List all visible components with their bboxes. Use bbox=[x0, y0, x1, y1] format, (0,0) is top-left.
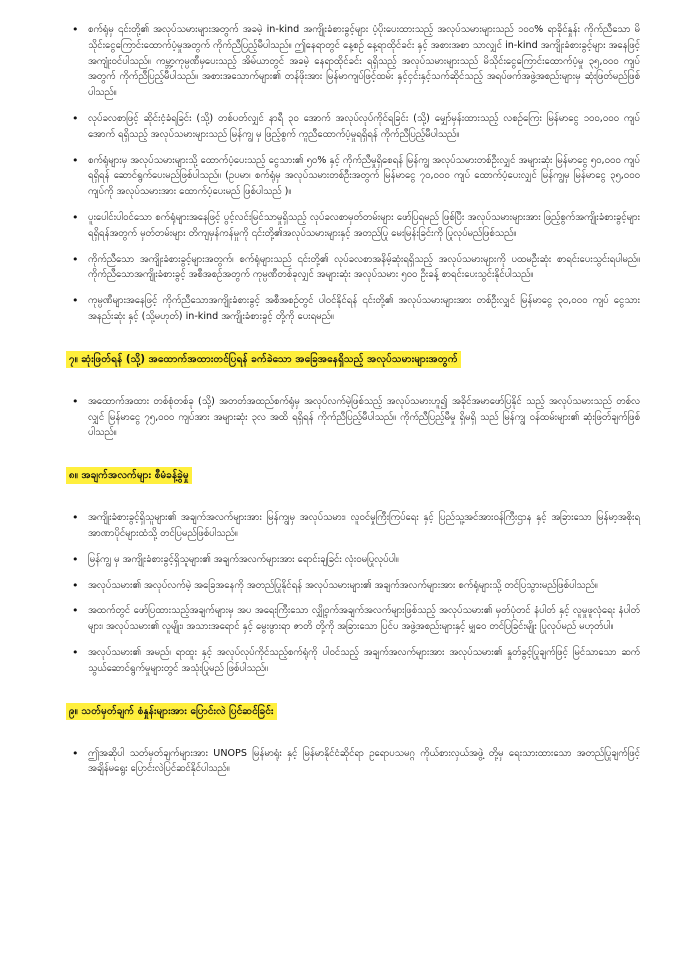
list-item: • အထက်တွင် ဖော်ပြထားသည့်အချက်များမှ အပ အရေးကြီးသော လျှို့ဝှက်အချက်အလက်များဖြစ်သည့် အလုပ်သမား၏ မှတ်ပုံတင် နံပါတ် နှင့် လူမှုဖူလုံရေး နံပါတ်များ၊ အလုပ်သမား၏ လူမျိုး၊ အသားအရောင် နှင့် မွေးဖွားရာ ဇာတိ တို့ကို အခြားသော ပြင်ပ အဖွဲ့အစည်းများနှင့် မျှဝေ တင်ပြခြင်းမျိုး ပြုလုပ်မည် မဟုတ်ပါ။ bbox=[70, 603, 640, 635]
section-9 bbox=[70, 699, 640, 778]
list-item: • အကျိုးခံစားခွင့်ရှိသူများ၏ အချက်အလက်များအား မြန်ကျွမှ အလုပ်သမား၊ လူဝင်မှုကြီးကြပ်ရေး နှင့် ပြည်သူ့အင်အားဝန်ကြီးဌာန နှင့် အခြားသော မြန်မာ့အစိုးရ အာဏာပိုင်များထံသို့ တင်ပြမည်ဖြစ်ပါသည်။ bbox=[70, 510, 640, 542]
list-item: • ကိုက်ညီသော အကျိုးခံစားခွင့်များအတွက်၊ စက်ရုံများသည် ၎င်းတို့၏ လုပ်ခလစာအနိမ့်ဆုံးရရှိသည့် အလုပ်သမားများကို ပထမဦးဆုံး စာရင်းပေးသွင်းရပါမည်။ ကိုက်ညီသောအကျိုးခံစားခွင့် အစီအစဉ်အတွက် ကုမ္ပဏီတစ်ခုလျှင် အများဆုံး အလုပ်သမား ၅၀၀ ဦးခန့် စာရင်းပေးသွင်းနိုင်ပါသည်။ bbox=[70, 252, 640, 284]
list-item: • အလုပ်သမား၏ အမည်၊ ရာထူး နှင့် အလုပ်လုပ်ကိုင်သည့်စက်ရုံကို ပါဝင်သည့် အချက်အလက်များအား အလုပ်သမား၏ နှုတ်ခွင့်ပြုချက်ဖြင့် မြင်သာသော ဆက်သွယ်ဆောင်ရွက်မှုများတွင် အသုံးပြုမည် ဖြစ်ပါသည်။ bbox=[70, 645, 640, 677]
section-heading: ၉။ သတ်မှတ်ချက် စံနှုန်းများအား ပြောင်းလဲ ပြင်ဆင်ခြင်း bbox=[66, 703, 277, 720]
section-heading: ၈။ အချက်အလက်များ စီမံခန့်ခွဲမှု bbox=[66, 467, 192, 484]
list-item: • ပူးပေါင်းပါဝင်သော စက်ရုံများအနေဖြင့် ပွင့်လင်းမြင်သာမှုရှိသည့် လုပ်ခလစာမှတ်တမ်းများ ဖော်ပြရမည် ဖြစ်ပြီး အလုပ်သမားများအား ဖြည့်စွက်အကျိုးခံစားခွင့်များရရှိရန်အတွက် မှတ်တမ်းများ တိကျမှန်ကန်မှုကို ၎င်းတို့၏အလုပ်သမားများနှင့် အတည်ပြု မေးမြန်းခြင်းကို ပြုလုပ်မည်ဖြစ်သည်။ bbox=[70, 210, 640, 242]
list-item: • မြန်ကျွ မှ အကျိုးခံစားခွင့်ရှိသူများ၏ အချက်အလက်များအား ရောင်းချခြင်း လုံးဝမပြုလုပ်ပါ။ bbox=[70, 552, 640, 568]
section-heading: ၇။ ဆုံးဖြတ်ရန် (သို့) အထောက်အထားတင်ပြရန် ခက်ခဲသော အခြေအနေရှိသည့် အလုပ်သမားများအတွက် bbox=[66, 351, 461, 368]
bullet-list bbox=[70, 394, 640, 441]
list-item: • လုပ်ခလစာဖြင့် ဆိုင်းငံ့ခံရခြင်း (သို့) တစ်ပတ်လျှင် နာရီ ၃၀ အောက် အလုပ်လုပ်ကိုင်ရခြင်း (သို့) မျှော်မှန်းထားသည့် လစဉ်ကြေး မြန်မာငွေ ၁၀၀,၀၀၀ ကျပ် အောက် ရရှိသည့် အလုပ်သမားများသည် မြန်ကျွ မှ ဖြည့်စွက် ကူညီထောက်ပံ့မှုရရှိရန် ကိုက်ညီပြည့်မီပါသည်။ bbox=[70, 111, 640, 143]
list-item: • ဤအဆိုပါ သတ်မှတ်ချက်များအား UNOPS မြန်မာရုံး နှင့် မြန်မာနိုင်ငံဆိုင်ရာ ဥရောပသမဂ္ဂ ကိုယ်စားလှယ်အဖွဲ့ တို့မှ ရေးသားထားသော အတည်ပြုချက်ဖြင့် အချိန်မရွေး ပြောင်းလဲပြင်ဆင်နိုင်ပါသည်။ bbox=[70, 746, 640, 778]
bullet-list bbox=[70, 510, 640, 676]
bullet-list-top bbox=[70, 22, 640, 325]
section-7 bbox=[70, 347, 640, 441]
list-item: • စက်ရုံမှ ၎င်းတို့၏ အလုပ်သမားများအတွက် အခမဲ့ in-kind အကျိုးခံစားခွင့်များ ပံ့ပိုးပေးထားသည့် အလုပ်သမားများသည် ၁၀၀% ရာခိုင်နှုန်း ကိုက်ညီသော မိသိုင်းငွေကြောင်းထောက်ပံ့မှုအတွက် ကိုက်ညီပြည့်မီပါသည်။ ဤနေရာတွင် နေ့စဉ် နေ့ရာထိုင်ခင်း နှင့် အစားအစာ သာလျှင် in-kind အကျိုးခံစားခွင့်များ အနေဖြင့် အကျုံးဝင်ပါသည်။ ကမ္ဘာ့ကုမ္ပဏီမှပေးသည့် အိမ်ယာတွင် အခမဲ့ နေရာထိုင်ခင်း ရရှိသည့် အလုပ်သမားများသည် မိသိုင်းငွေကြောင်းထောက်ပံ့မှု ၃၅,၀၀၀ ကျပ်အတွက် ကိုက်ညီပြည့်မီပါသည်။ အစားအသောက်များ၏ တန်ဖိုးအား မြန်မာကျပ်ဖြင့်ထမ်း နှင့်ငှင်းနှင့်သက်ဆိုင်သည့် အရပ်ဖက်အဖွဲ့အစည်းများမှ ဆုံးဖြတ်မည်ဖြစ်ပါသည်။ bbox=[70, 22, 640, 101]
list-item: • ကုမ္ပဏီများအနေဖြင့် ကိုက်ညီသောအကျိုးခံစားခွင့် အစီအစဉ်တွင် ပါဝင်နိုင်ရန် ၎င်းတို့၏ အလုပ်သမားများအား တစ်ဦးလျှင် မြန်မာငွေ ၃၀,၀၀၀ ကျပ် ငွေသား အနည်းဆုံး နှင့် (သို့မဟုတ်) in-kind အကျိုးခံစားခွင့် တို့ကို ပေးရမည်။ bbox=[70, 293, 640, 325]
list-item: • အထောက်အထား တစ်စုံတစ်ခု (သို့) အတတ်အထည်စက်ရုံမှ အလုပ်လက်မဲ့ဖြစ်သည့် အလုပ်သမားဟူ၍ အခိုင်အမာဖော်ပြနိုင် သည့် အလုပ်သမားသည် တစ်လလျှင် မြန်မာငွေ ၇၅,၀၀၀ ကျပ်အား အများဆုံး ၃လ အထိ ရရှိရန် ကိုက်ညီပြည့်မီပါသည်။ ကိုက်ညီပြည့်မီမှု ရှိမရှိ သည် မြန်ကျွ ဝန်ထမ်းများ၏ ဆုံးဖြတ်ချက်ဖြစ်ပါသည်။ bbox=[70, 394, 640, 441]
section-8 bbox=[70, 463, 640, 676]
list-item: • အလုပ်သမား၏ အလုပ်လက်မဲ့ အခြေအနေကို အတည်ပြုနိုင်ရန် အလုပ်သမားများ၏ အချက်အလက်များအား စက်ရုံများသို့ တင်ပြသွားမည်ဖြစ်ပါသည်။ bbox=[70, 578, 640, 594]
bullet-list bbox=[70, 746, 640, 778]
list-item: • စက်ရုံများမှ အလုပ်သမားများသို့ ထောက်ပံ့ပေးသည့် ငွေသား၏ ၅၀% နှင့် ကိုက်ညီမှုရှိစေရန် မြန်ကျွ အလုပ်သမားတစ်ဦးလျှင် အများဆုံး မြန်မာငွေ ၅၀,၀၀၀ ကျပ် ရရှိရန် ဆောင်ရွက်ပေးမည်ဖြစ်ပါသည်။ (ဥပမာ၊ စက်ရုံမှ အလုပ်သမားတစ်ဦးအတွက် မြန်မာငွေ ၇၀,၀၀၀ ကျပ် ထောက်ပံ့ပေးလျှင် မြန်ကျွမှ မြန်မာငွေ ၃၅,၀၀၀ ကျပ်ကို အလုပ်သမားအား ထောက်ပံ့ပေးမည် ဖြစ်ပါသည် )။ bbox=[70, 153, 640, 200]
